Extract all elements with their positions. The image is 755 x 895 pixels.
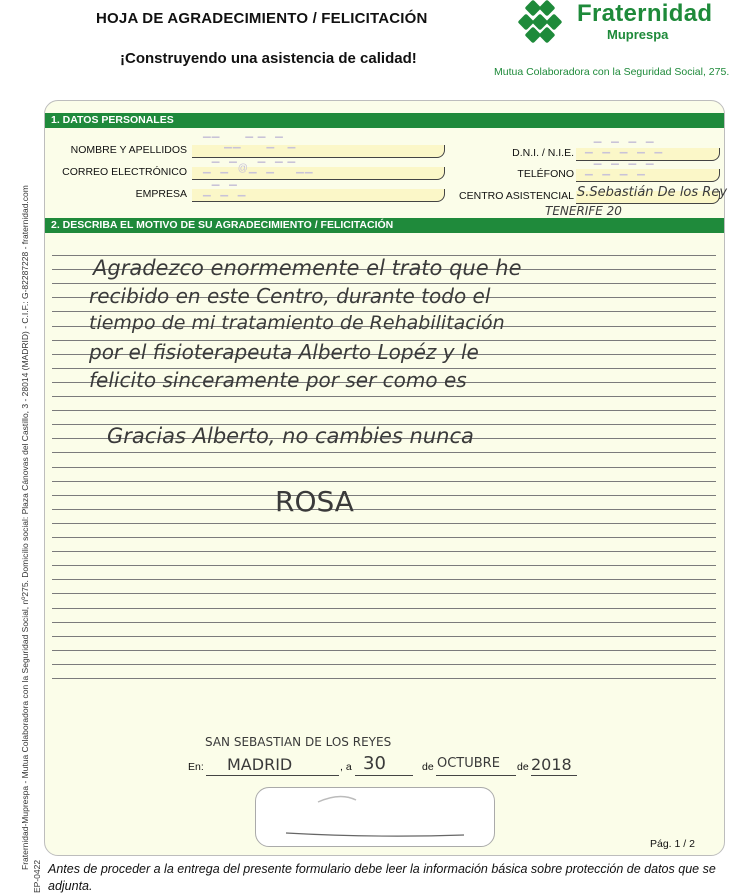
ruled-line (52, 537, 716, 538)
day-value: 30 (363, 753, 386, 774)
dni-redacted: ▁▔▁▔▁▔▁▔▁ (585, 143, 664, 154)
de2-label: de (517, 761, 529, 773)
dni-label: D.N.I. / N.I.E. (512, 147, 574, 159)
en-label: En: (188, 761, 204, 773)
email-label: CORREO ELECTRÓNICO (62, 166, 187, 178)
ruled-line (52, 452, 716, 453)
email-redacted: ▁▔▁▔@▁▔▁▔ ▔▁▁ (203, 163, 314, 174)
form-title: HOJA DE AGRADECIMIENTO / FELICITACIÓN (96, 10, 428, 27)
ruled-line (52, 565, 716, 566)
ruled-line (52, 579, 716, 580)
page-number: Pág. 1 / 2 (650, 838, 695, 850)
phone-label: TELÉFONO (517, 168, 574, 180)
de-label: de (422, 761, 434, 773)
ruled-line (52, 678, 716, 679)
brand-name: Fraternidad (577, 0, 713, 27)
signature-rosa: ROSA (275, 485, 354, 518)
place-note: SAN SEBASTIAN DE LOS REYES (205, 735, 392, 749)
message-line-3: tiempo de mi tratamiento de Rehabilitación (89, 312, 505, 334)
company-redacted: ▁▔▁▔▁ (203, 186, 247, 197)
ruled-line (52, 650, 716, 651)
ruled-line (52, 396, 716, 397)
ruled-line (52, 664, 716, 665)
ruled-line (52, 636, 716, 637)
brand-logo (517, 0, 737, 46)
message-line-4: por el fisioterapeuta Alberto Lopéz y le (89, 340, 479, 364)
center-handwritten: S.Sebastián De los Rey (577, 185, 728, 200)
ruled-line (52, 593, 716, 594)
day-line (355, 775, 413, 776)
signature-box[interactable] (255, 787, 495, 847)
section2-header: 2. DESCRIBA EL MOTIVO DE SU AGRADECIMIENTO / FELICITACIÓN (45, 218, 724, 233)
side-legal-text: Fraternidad-Muprespa - Mutua Colaboradora con la Seguridad Social, nº275. Domicilio social: Plaza Cánovas del Castillo, 3 - 28014 (MADRID) - C.I.F.: G-82287228 - fraternidad.com (20, 185, 30, 870)
city-value: MADRID (227, 755, 293, 774)
side-form-code: EP-0422 (32, 859, 42, 893)
ruled-line (52, 509, 716, 510)
ruled-line (52, 523, 716, 524)
message-line-6: Gracias Alberto, no cambies nunca (107, 424, 474, 448)
city-line (206, 775, 339, 776)
signature-scribble (256, 788, 494, 846)
ruled-line (52, 467, 716, 468)
ruled-line (52, 481, 716, 482)
ruled-line (52, 608, 716, 609)
center-label: CENTRO ASISTENCIAL (459, 190, 574, 202)
month-value: OCTUBRE (437, 756, 500, 771)
message-line-2: recibido en este Centro, durante todo el (89, 284, 491, 308)
phone-redacted: ▁▔▁▔▁▔▁▔ (585, 165, 655, 176)
year-value: 2018 (531, 755, 572, 774)
company-label: EMPRESA (135, 188, 187, 200)
a-label: , a (340, 761, 352, 773)
ruled-line (52, 551, 716, 552)
name-redacted: ▔▔ ▁▁ ▔ ▔▁▔ ▁ (203, 138, 297, 149)
ruled-line (52, 622, 716, 623)
mutua-line: Mutua Colaboradora con la Seguridad Social, 275. (494, 66, 730, 78)
section1-header: 1. DATOS PERSONALES (45, 113, 724, 128)
center-handwritten-2: TENERIFE 20 (545, 204, 622, 218)
privacy-footer: Antes de proceder a la entrega del presente formulario debe leer la información básica sobre protección de datos que se adjunta. (48, 862, 716, 893)
brand-subname: Muprespa (607, 27, 669, 42)
form-box (44, 100, 728, 856)
fraternidad-logo-icon (517, 0, 575, 44)
name-label: NOMBRE Y APELLIDOS (70, 144, 187, 156)
year-line (531, 775, 577, 776)
ruled-line (52, 410, 716, 411)
form-subtitle: ¡Construyendo una asistencia de calidad! (120, 50, 417, 67)
message-line-1: Agradezco enormemente el trato que he (93, 256, 522, 280)
ruled-line (52, 495, 716, 496)
month-line (436, 775, 516, 776)
message-line-5: felicito sinceramente por ser como es (89, 368, 467, 392)
